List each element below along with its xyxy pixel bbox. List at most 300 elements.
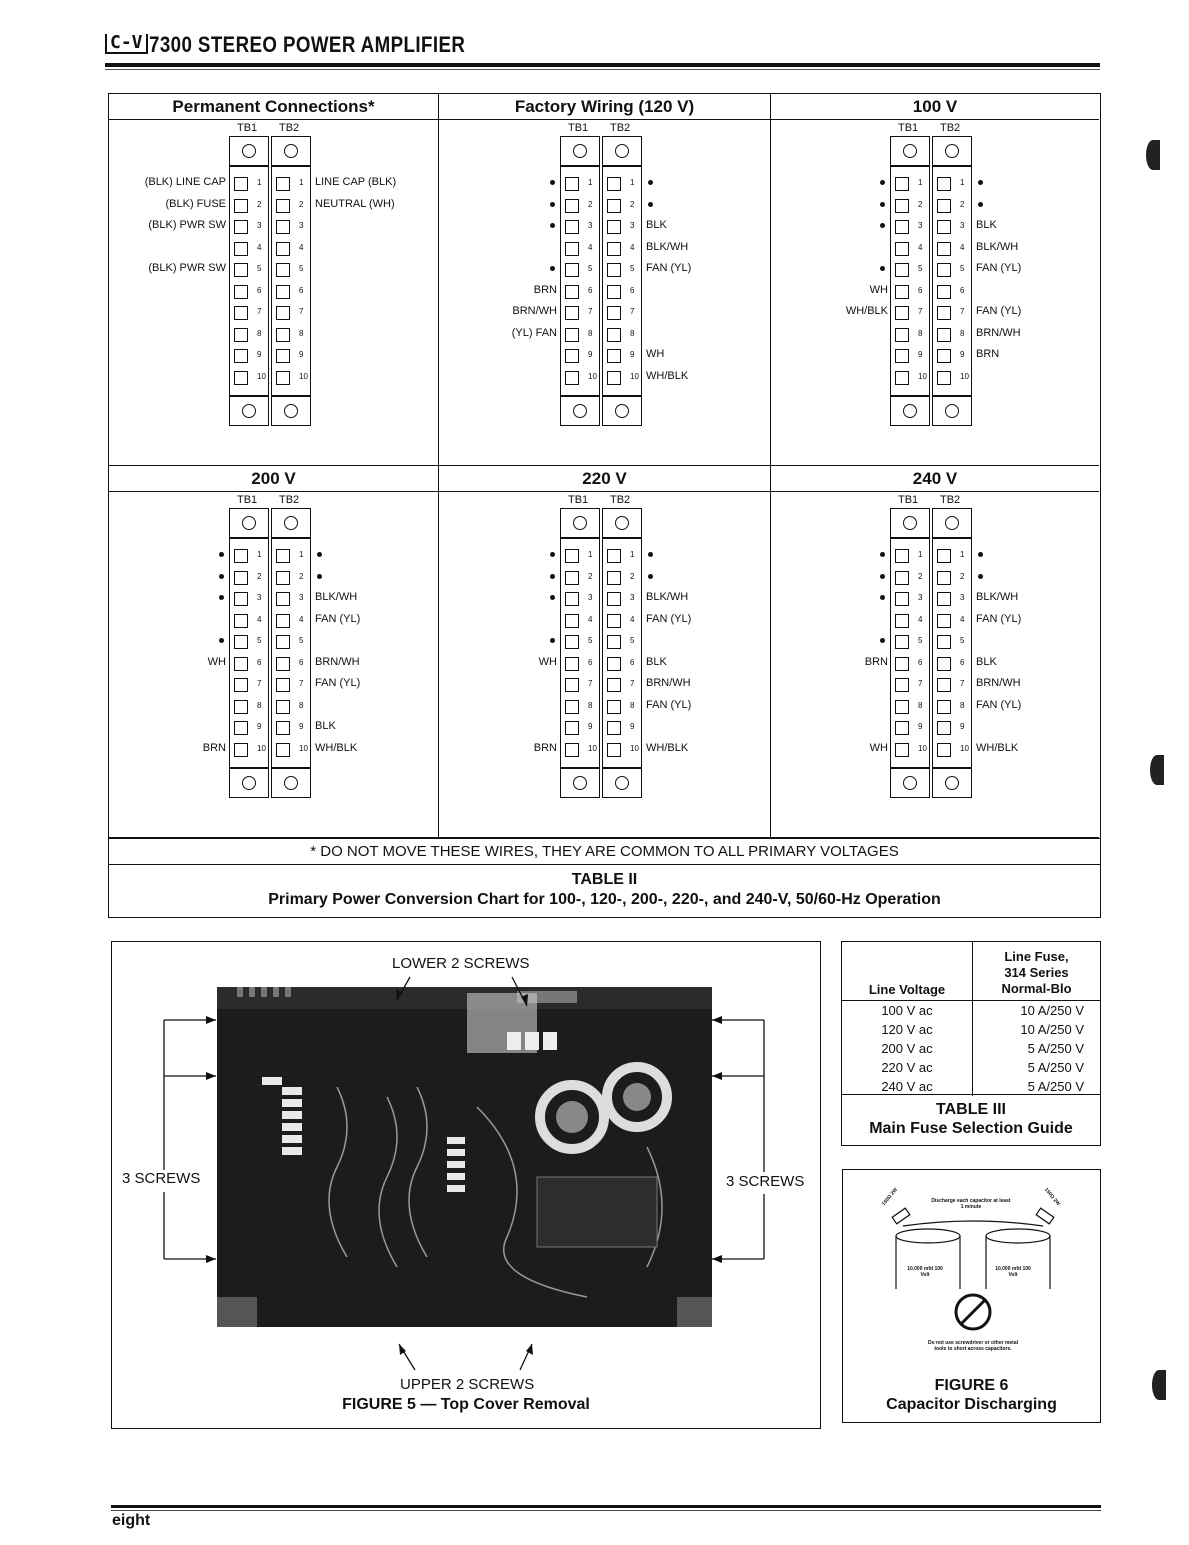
terminal-number: 2	[299, 199, 304, 209]
wiring-cell-permanent	[109, 94, 439, 466]
mounting-hole	[573, 404, 587, 418]
wire-label-left: (YL) FAN	[511, 326, 557, 339]
terminal-screw	[607, 549, 621, 563]
wire-label-right: BRN/WH	[315, 655, 360, 668]
unused-terminal-dot	[550, 574, 555, 579]
col-line-fuse-header	[973, 942, 1101, 1000]
terminal-screw	[565, 592, 579, 606]
terminal-number: 6	[960, 285, 965, 295]
terminal-number: 10	[588, 371, 597, 381]
terminal-number: 8	[257, 328, 262, 338]
terminal-number: 3	[588, 221, 593, 230]
terminal-block-end	[602, 768, 642, 798]
figure-5	[111, 941, 821, 1429]
unused-terminal-dot	[219, 595, 224, 600]
mounting-hole	[242, 404, 256, 418]
terminal-number: 4	[918, 242, 923, 252]
terminal-screw	[276, 371, 290, 385]
page-header	[105, 30, 1100, 66]
terminal-number: 9	[630, 350, 635, 359]
wire-label-right: WH/BLK	[315, 741, 358, 754]
terminal-screw	[937, 549, 951, 563]
wiring-cell-factory	[439, 94, 771, 466]
wire-label-right: NEUTRAL (WH)	[315, 197, 395, 210]
terminal-screw	[276, 721, 290, 735]
terminal-number: 3	[257, 593, 262, 602]
terminal-screw	[565, 349, 579, 363]
tb-label: TB1	[898, 122, 919, 134]
resistor-right-label: 150Ω 2W	[1042, 1186, 1062, 1208]
mounting-hole	[573, 144, 587, 158]
terminal-strip	[890, 538, 930, 768]
terminal-screw	[607, 700, 621, 714]
terminal-number: 4	[588, 614, 593, 624]
wiring-cell-title: 100 V	[771, 94, 1099, 120]
terminal-screw	[234, 242, 248, 256]
terminal-number: 9	[257, 350, 262, 359]
terminal-block-end	[229, 396, 269, 426]
terminal-number: 1	[960, 550, 965, 559]
terminal-strip	[271, 166, 311, 396]
wire-label-right: WH/BLK	[976, 741, 1019, 754]
terminal-number: 7	[960, 307, 965, 316]
terminal-number: 1	[257, 178, 262, 187]
wire-label-right: BLK/WH	[976, 591, 1019, 603]
wire-label-left: WH	[538, 655, 557, 668]
terminal-screw	[234, 700, 248, 714]
unused-terminal-dot	[978, 180, 983, 185]
mounting-hole	[903, 144, 917, 158]
terminal-number: 6	[257, 285, 262, 295]
terminal-screw	[234, 571, 248, 585]
terminal-number: 6	[630, 657, 635, 667]
terminal-strip	[932, 166, 972, 396]
terminal-screw	[276, 177, 290, 191]
terminal-screw	[565, 700, 579, 714]
terminal-number: 3	[960, 593, 965, 602]
table-2-conversion-chart	[108, 93, 1101, 918]
wire-label-left: (BLK) LINE CAP	[144, 176, 226, 188]
wire-label-right: FAN (YL)	[646, 612, 692, 625]
terminal-screw	[276, 349, 290, 363]
terminal-screw	[234, 614, 248, 628]
terminal-number: 2	[257, 199, 262, 209]
terminal-screw	[565, 721, 579, 735]
tb-label: TB1	[568, 494, 589, 506]
terminal-number: 7	[299, 679, 304, 688]
terminal-block-end	[271, 136, 311, 166]
terminal-screw	[276, 306, 290, 320]
wire-label-right: BRN/WH	[976, 326, 1021, 339]
terminal-number: 5	[299, 636, 304, 645]
terminal-block-end	[890, 136, 930, 166]
voltage-cell: 200 V ac	[842, 1039, 973, 1058]
mounting-hole	[615, 516, 629, 530]
terminal-screw	[895, 614, 909, 628]
voltage-cell: 240 V ac	[842, 1077, 973, 1096]
page-number: eight	[112, 1512, 151, 1529]
terminal-number: 4	[630, 614, 635, 624]
terminal-screw	[234, 371, 248, 385]
terminal-number: 3	[918, 593, 923, 602]
terminal-number: 9	[918, 350, 923, 359]
terminal-number: 6	[588, 285, 593, 295]
tb-label: TB2	[940, 122, 961, 134]
terminal-number: 8	[630, 700, 635, 710]
terminal-screw	[895, 743, 909, 757]
terminal-number: 9	[960, 350, 965, 359]
wire-label-right: WH/BLK	[646, 741, 689, 754]
terminal-screw	[565, 371, 579, 385]
terminal-number: 5	[257, 636, 262, 645]
terminal-number: 8	[588, 328, 593, 338]
terminal-screw	[565, 614, 579, 628]
terminal-screw	[234, 285, 248, 299]
terminal-number: 1	[960, 178, 965, 187]
terminal-number: 3	[918, 221, 923, 230]
wire-label-right: FAN (YL)	[976, 698, 1022, 711]
terminal-screw	[895, 678, 909, 692]
terminal-number: 8	[918, 328, 923, 338]
terminal-screw	[607, 614, 621, 628]
mounting-hole	[903, 404, 917, 418]
wire-label-right: BLK	[315, 720, 336, 732]
fuse-header-line-1: Line Fuse,	[1004, 948, 1069, 964]
terminal-number: 7	[257, 679, 262, 688]
terminal-number: 2	[960, 571, 965, 581]
terminal-number: 1	[630, 550, 635, 559]
terminal-screw	[565, 242, 579, 256]
terminal-number: 7	[257, 307, 262, 316]
terminal-number: 7	[918, 307, 923, 316]
terminal-block-end	[932, 508, 972, 538]
terminal-number: 5	[960, 636, 965, 645]
terminal-screw	[234, 306, 248, 320]
terminal-screw	[607, 306, 621, 320]
terminal-number: 2	[630, 199, 635, 209]
terminal-number: 10	[299, 371, 308, 381]
terminal-block-end	[890, 508, 930, 538]
table-3-caption	[842, 1094, 1100, 1148]
terminal-screw	[937, 635, 951, 649]
wiring-cell-v240	[771, 466, 1099, 838]
terminal-screw	[607, 199, 621, 213]
figure-5-caption: FIGURE 5 — Top Cover Removal	[342, 1396, 590, 1413]
terminal-number: 2	[630, 571, 635, 581]
table-2-caption-title: TABLE II	[571, 871, 638, 888]
wire-label-left: BRN	[202, 741, 226, 754]
unused-terminal-dot	[550, 638, 555, 643]
wire-label-right: BLK/WH	[976, 240, 1019, 253]
terminal-number: 6	[918, 285, 923, 295]
terminal-block-end	[560, 768, 600, 798]
terminal-number: 9	[960, 722, 965, 731]
terminal-number: 5	[257, 264, 262, 273]
table-3-caption-title: TABLE III	[936, 1101, 1006, 1118]
voltage-cell: 220 V ac	[842, 1058, 973, 1077]
terminal-number: 10	[257, 743, 266, 753]
wire-label-right: FAN (YL)	[976, 612, 1022, 625]
terminal-screw	[565, 263, 579, 277]
terminal-screw	[607, 571, 621, 585]
terminal-number: 8	[299, 328, 304, 338]
terminal-number: 8	[918, 700, 923, 710]
terminal-number: 1	[630, 178, 635, 187]
terminal-block-end	[229, 136, 269, 166]
table-2-note: * DO NOT MOVE THESE WIRES, THEY ARE COMMON TO ALL PRIMARY VOLTAGES	[109, 838, 1100, 864]
terminal-screw	[937, 263, 951, 277]
terminal-number: 8	[257, 700, 262, 710]
terminal-block-end	[890, 768, 930, 798]
tb-label: TB2	[610, 494, 631, 506]
terminal-number: 5	[630, 264, 635, 273]
wiring-cell-title: Factory Wiring (120 V)	[439, 94, 770, 120]
binder-hole-mark	[1146, 140, 1160, 170]
screw-arrows	[112, 942, 820, 1428]
unused-terminal-dot	[880, 638, 885, 643]
footer-rule	[111, 1505, 1101, 1508]
terminal-number: 9	[588, 350, 593, 359]
terminal-screw	[276, 635, 290, 649]
terminal-screw	[565, 285, 579, 299]
unused-terminal-dot	[219, 552, 224, 557]
terminal-block-end	[932, 768, 972, 798]
terminal-screw	[276, 571, 290, 585]
terminal-number: 2	[918, 199, 923, 209]
terminal-number: 4	[630, 242, 635, 252]
terminal-screw	[607, 721, 621, 735]
mounting-hole	[284, 404, 298, 418]
figure-6-caption-text: Capacitor Discharging	[886, 1396, 1057, 1413]
terminal-screw	[565, 220, 579, 234]
terminal-screw	[937, 328, 951, 342]
terminal-strip	[271, 538, 311, 768]
unused-terminal-dot	[550, 552, 555, 557]
wire-label-right: FAN (YL)	[315, 612, 361, 625]
mounting-hole	[284, 144, 298, 158]
terminal-screw	[895, 571, 909, 585]
terminal-screw	[607, 285, 621, 299]
table-2-caption-text: Primary Power Conversion Chart for 100-, 120-, 200-, 220-, and 240-V, 50/60-Hz Operation	[268, 891, 941, 908]
terminal-screw	[234, 635, 248, 649]
terminal-screw	[607, 743, 621, 757]
terminal-screw	[276, 285, 290, 299]
terminal-number: 6	[588, 657, 593, 667]
terminal-block-end	[560, 136, 600, 166]
terminal-number: 4	[918, 614, 923, 624]
wire-label-right: FAN (YL)	[976, 262, 1022, 274]
terminal-number: 7	[299, 307, 304, 316]
unused-terminal-dot	[880, 595, 885, 600]
terminal-block-end	[271, 396, 311, 426]
terminal-number: 4	[960, 242, 965, 252]
wire-label-right: BLK/WH	[315, 591, 358, 603]
unused-terminal-dot	[550, 223, 555, 228]
terminal-screw	[607, 220, 621, 234]
wire-label-right: FAN (YL)	[976, 305, 1022, 317]
mounting-hole	[945, 776, 959, 790]
wire-label-right: BRN	[976, 348, 1000, 360]
terminal-screw	[895, 242, 909, 256]
wire-label-left: BRN	[864, 655, 888, 668]
mounting-hole	[615, 144, 629, 158]
wire-label-right: BRN/WH	[646, 677, 691, 689]
terminal-number: 1	[299, 550, 304, 559]
terminal-number: 7	[960, 679, 965, 688]
figure-6	[842, 1169, 1101, 1423]
terminal-screw	[234, 592, 248, 606]
terminal-screw	[895, 220, 909, 234]
mounting-hole	[945, 404, 959, 418]
brand-logo: C-V	[105, 34, 148, 54]
mounting-hole	[284, 516, 298, 530]
unused-terminal-dot	[978, 202, 983, 207]
fuse-cell: 5 A/250 V	[1027, 1059, 1084, 1075]
terminal-number: 2	[588, 571, 593, 581]
terminal-screw	[937, 285, 951, 299]
wire-label-right: LINE CAP (BLK)	[315, 176, 397, 188]
terminal-screw	[607, 592, 621, 606]
terminal-screw	[565, 177, 579, 191]
terminal-screw	[565, 743, 579, 757]
terminal-screw	[234, 177, 248, 191]
terminal-screw	[937, 721, 951, 735]
terminal-screw	[895, 635, 909, 649]
footer-rule-thin	[111, 1510, 1101, 1511]
terminal-screw	[607, 635, 621, 649]
terminal-strip	[560, 538, 600, 768]
terminal-number: 8	[630, 328, 635, 338]
wire-label-right: FAN (YL)	[646, 698, 692, 711]
unused-terminal-dot	[978, 552, 983, 557]
terminal-number: 5	[960, 264, 965, 273]
tb-label: TB2	[940, 494, 961, 506]
unused-terminal-dot	[317, 574, 322, 579]
capacitor-right-label: 10,000 mfd 100 Volt	[995, 1266, 1031, 1278]
fuse-cell: 10 A/250 V	[1020, 1021, 1084, 1037]
capacitor-left-label: 10,000 mfd 100 Volt	[907, 1266, 943, 1278]
mounting-hole	[284, 776, 298, 790]
tb-label: TB2	[610, 122, 631, 134]
page-title: 7300 STEREO POWER AMPLIFIER	[149, 32, 466, 57]
mounting-hole	[573, 516, 587, 530]
terminal-screw	[895, 349, 909, 363]
unused-terminal-dot	[880, 180, 885, 185]
terminal-screw	[607, 263, 621, 277]
terminal-screw	[565, 199, 579, 213]
unused-terminal-dot	[880, 574, 885, 579]
terminal-screw	[895, 721, 909, 735]
terminal-number: 1	[299, 178, 304, 187]
mounting-hole	[903, 516, 917, 530]
terminal-screw	[234, 328, 248, 342]
wire-label-left: (BLK) PWR SW	[148, 262, 226, 274]
terminal-screw	[937, 743, 951, 757]
unused-terminal-dot	[550, 266, 555, 271]
wire-label-right: BLK/WH	[646, 240, 689, 253]
terminal-screw	[937, 199, 951, 213]
wire-label-left: (BLK) PWR SW	[148, 219, 226, 231]
terminal-number: 5	[588, 636, 593, 645]
terminal-block-end	[560, 396, 600, 426]
table-row	[842, 1000, 1100, 1020]
table-row	[842, 1058, 1100, 1077]
unused-terminal-dot	[880, 552, 885, 557]
wire-label-left: BRN/WH	[512, 305, 557, 317]
terminal-number: 4	[960, 614, 965, 624]
mounting-hole	[615, 776, 629, 790]
terminal-screw	[895, 592, 909, 606]
terminal-screw	[234, 721, 248, 735]
terminal-number: 1	[918, 550, 923, 559]
terminal-block-end	[602, 396, 642, 426]
terminal-number: 6	[918, 657, 923, 667]
unused-terminal-dot	[550, 180, 555, 185]
unused-terminal-dot	[978, 574, 983, 579]
terminal-number: 1	[918, 178, 923, 187]
terminal-screw	[234, 549, 248, 563]
terminal-screw	[234, 349, 248, 363]
terminal-number: 6	[299, 285, 304, 295]
resistor-left-label: 150Ω 2W	[880, 1186, 900, 1208]
terminal-screw	[937, 614, 951, 628]
terminal-number: 3	[299, 593, 304, 602]
unused-terminal-dot	[648, 202, 653, 207]
wire-label-right: FAN (YL)	[646, 262, 692, 274]
terminal-screw	[895, 199, 909, 213]
terminal-screw	[234, 199, 248, 213]
mounting-hole	[615, 404, 629, 418]
wiring-cell-v100	[771, 94, 1099, 466]
terminal-number: 4	[588, 242, 593, 252]
wire-label-left: WH	[869, 283, 888, 296]
terminal-number: 9	[630, 722, 635, 731]
mounting-hole	[903, 776, 917, 790]
wire-label-left: WH	[869, 741, 888, 754]
terminal-screw	[565, 549, 579, 563]
terminal-number: 10	[918, 743, 927, 753]
terminal-screw	[937, 306, 951, 320]
terminal-block-end	[932, 136, 972, 166]
unused-terminal-dot	[880, 223, 885, 228]
terminal-screw	[937, 592, 951, 606]
table-row	[842, 1039, 1100, 1058]
terminal-strip	[602, 538, 642, 768]
terminal-number: 8	[960, 700, 965, 710]
terminal-number: 2	[299, 571, 304, 581]
wire-label-right: BLK	[976, 219, 997, 231]
terminal-screw	[565, 678, 579, 692]
terminal-strip	[890, 166, 930, 396]
terminal-block-end	[602, 136, 642, 166]
terminal-strip	[932, 538, 972, 768]
terminal-screw	[607, 242, 621, 256]
terminal-strip	[229, 538, 269, 768]
terminal-screw	[276, 199, 290, 213]
terminal-number: 10	[588, 743, 597, 753]
terminal-number: 4	[299, 614, 304, 624]
terminal-screw	[276, 700, 290, 714]
terminal-number: 4	[257, 614, 262, 624]
terminal-screw	[607, 328, 621, 342]
lower-screws-label: LOWER 2 SCREWS	[392, 955, 530, 972]
tb-label: TB1	[237, 122, 258, 134]
unused-terminal-dot	[317, 552, 322, 557]
right-screws-label: 3 SCREWS	[726, 1173, 805, 1190]
unused-terminal-dot	[648, 180, 653, 185]
terminal-screw	[565, 571, 579, 585]
wire-label-left: WH	[207, 655, 226, 668]
